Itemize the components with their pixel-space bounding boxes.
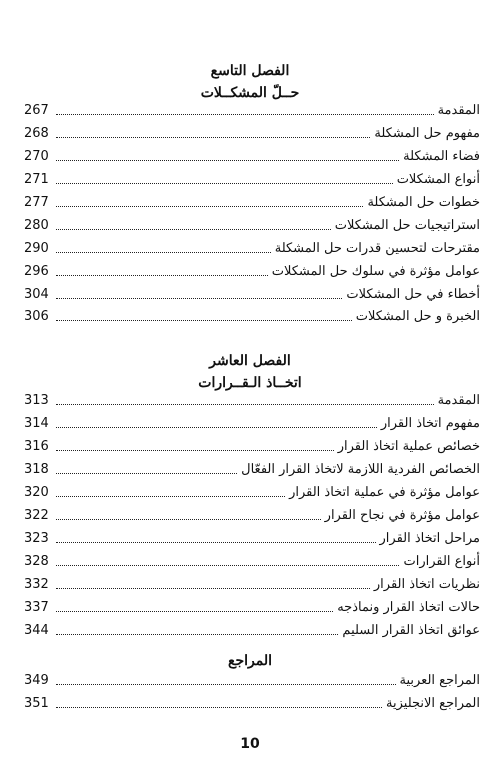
references-heading: المراجع: [228, 653, 272, 669]
entry-title: المقدمة: [437, 103, 480, 118]
dot-leader: [56, 564, 399, 566]
entry-page: 270: [24, 149, 49, 164]
entry-page: 306: [24, 309, 49, 324]
entry-page: 332: [24, 577, 49, 592]
dot-leader: [56, 251, 271, 253]
toc-entry[interactable]: [24, 436, 480, 456]
dot-leader: [56, 426, 377, 428]
entry-page: 344: [24, 623, 49, 638]
entry-page: 304: [24, 287, 49, 302]
toc-entry[interactable]: [24, 306, 480, 326]
toc-entry[interactable]: [24, 597, 480, 617]
dot-leader: [56, 113, 434, 115]
dot-leader: [56, 228, 331, 230]
entry-page: 328: [24, 554, 49, 569]
toc-entry[interactable]: [24, 459, 480, 479]
entry-page: 290: [24, 241, 49, 256]
entry-page: 313: [24, 393, 49, 408]
toc-entry[interactable]: [24, 390, 480, 410]
entry-title: المراجع الانجليزية: [386, 696, 480, 711]
entry-title: مفهوم اتخاذ القرار: [380, 416, 480, 431]
chapter10-subheading: اتخــاذ الـقــرارات: [198, 375, 302, 391]
entry-title: مفهوم حل المشكلة: [374, 126, 480, 141]
entry-title: أنواع القرارات: [403, 554, 480, 569]
dot-leader: [56, 541, 376, 543]
entry-page: 351: [24, 696, 49, 711]
dot-leader: [56, 403, 434, 405]
dot-leader: [56, 205, 363, 207]
dot-leader: [56, 610, 333, 612]
toc-entry[interactable]: [24, 238, 480, 258]
entry-title: الخصائص الفردية اللازمة لاتخاذ القرار الفعّال: [241, 462, 480, 477]
toc-entry[interactable]: [24, 146, 480, 166]
entry-title: مقترحات لتحسين قدرات حل المشكلة: [274, 241, 480, 256]
entry-title: أنواع المشكلات: [396, 172, 480, 187]
toc-entry[interactable]: [24, 670, 480, 690]
dot-leader: [56, 449, 334, 451]
dot-leader: [56, 274, 268, 276]
dot-leader: [56, 319, 352, 321]
entry-page: 268: [24, 126, 49, 141]
toc-entry[interactable]: [24, 693, 480, 713]
dot-leader: [56, 472, 237, 474]
toc-entry[interactable]: [24, 413, 480, 433]
dot-leader: [56, 159, 399, 161]
entry-page: 271: [24, 172, 49, 187]
toc-entry[interactable]: [24, 574, 480, 594]
entry-title: عوامل مؤثرة في سلوك حل المشكلات: [271, 264, 480, 279]
toc-entry[interactable]: [24, 123, 480, 143]
dot-leader: [56, 297, 342, 299]
dot-leader: [56, 587, 370, 589]
entry-title: عوامل مؤثرة في عملية اتخاذ القرار: [289, 485, 480, 500]
toc-entry[interactable]: [24, 551, 480, 571]
dot-leader: [56, 683, 396, 685]
toc-entry[interactable]: [24, 620, 480, 640]
toc-entry[interactable]: [24, 505, 480, 525]
entry-page: 277: [24, 195, 49, 210]
toc-entry[interactable]: [24, 261, 480, 281]
toc-entry[interactable]: [24, 284, 480, 304]
entry-title: خصائص عملية اتخاذ القرار: [337, 439, 480, 454]
dot-leader: [56, 136, 370, 138]
page-number: 10: [240, 736, 260, 752]
entry-title: مراحل اتخاذ القرار: [379, 531, 480, 546]
entry-title: استراتيجيات حل المشكلات: [334, 218, 480, 233]
entry-title: المقدمة: [437, 393, 480, 408]
toc-entry[interactable]: [24, 482, 480, 502]
entry-title: عوامل مؤثرة في نجاح القرار: [324, 508, 480, 523]
entry-page: 318: [24, 462, 49, 477]
toc-entry[interactable]: [24, 528, 480, 548]
entry-page: 337: [24, 600, 49, 615]
entry-title: فضاء المشكلة: [403, 149, 480, 164]
entry-title: المراجع العربية: [399, 673, 480, 688]
entry-page: 316: [24, 439, 49, 454]
entry-title: حالات اتخاذ القرار ونماذجه: [337, 600, 480, 615]
dot-leader: [56, 182, 393, 184]
chapter9-heading: الفصل التاسع: [210, 63, 290, 79]
toc-entry[interactable]: [24, 192, 480, 212]
dot-leader: [56, 706, 382, 708]
dot-leader: [56, 495, 285, 497]
entry-title: خطوات حل المشكلة: [367, 195, 480, 210]
chapter9-subheading: حــلّ المشكــلات: [200, 85, 300, 101]
entry-page: 280: [24, 218, 49, 233]
toc-entry[interactable]: [24, 100, 480, 120]
entry-page: 320: [24, 485, 49, 500]
entry-page: 314: [24, 416, 49, 431]
entry-title: عوائق اتخاذ القرار السليم: [342, 623, 480, 638]
entry-page: 349: [24, 673, 49, 688]
entry-page: 267: [24, 103, 49, 118]
entry-page: 323: [24, 531, 49, 546]
dot-leader: [56, 633, 338, 635]
entry-title: الخبرة و حل المشكلات: [355, 309, 480, 324]
chapter10-heading: الفصل العاشر: [209, 353, 291, 369]
toc-entry[interactable]: [24, 169, 480, 189]
entry-title: أخطاء في حل المشكلات: [346, 287, 480, 302]
dot-leader: [56, 518, 321, 520]
entry-page: 322: [24, 508, 49, 523]
toc-entry[interactable]: [24, 215, 480, 235]
entry-title: نظريات اتخاذ القرار: [373, 577, 480, 592]
entry-page: 296: [24, 264, 49, 279]
